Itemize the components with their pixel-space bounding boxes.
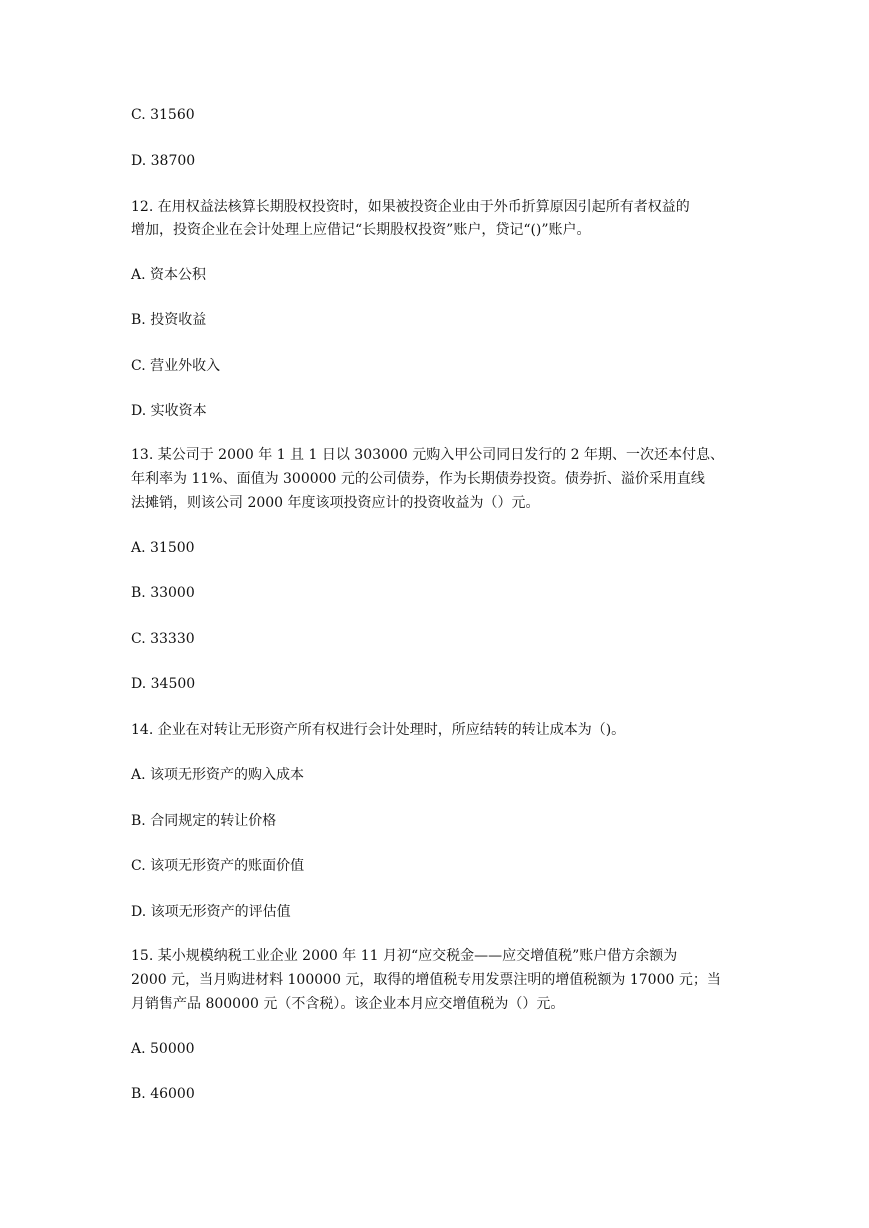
q11-option-d: D. 38700 [131, 153, 196, 169]
q15-stem-line-1: 15. 某小规模纳税工业企业 2000 年 11 月初“应交税金——应交增值税”账户借方余额为 [131, 948, 678, 964]
q12-stem-line-2: 增加，投资企业在会计处理上应借记“长期股权投资”账户，贷记“()”账户。 [131, 222, 591, 238]
q13-stem-line-1: 13. 某公司于 2000 年 1 且 1 日以 303000 元购入甲公司同日发行的 2 年期、一次还本付息、 [131, 447, 725, 463]
q12-option-c: C. 营业外收入 [131, 358, 221, 374]
q13-option-b: B. 33000 [131, 585, 195, 601]
q14-option-d: D. 该项无形资产的评估值 [131, 904, 291, 920]
q15-option-a: A. 50000 [131, 1041, 195, 1057]
q14-option-c: C. 该项无形资产的账面价值 [131, 858, 305, 874]
q12-option-a: A. 资本公积 [131, 267, 207, 283]
q13-option-d: D. 34500 [131, 676, 196, 692]
q14-stem: 14. 企业在对转让无形资产所有权进行会计处理时，所应结转的转让成本为（)。 [131, 722, 626, 738]
q14-option-a: A. 该项无形资产的购入成本 [131, 767, 305, 783]
q12-stem-line-1: 12. 在用权益法核算长期股权投资时，如果被投资企业由于外币折算原因引起所有者权益的 [131, 199, 690, 215]
q13-option-a: A. 31500 [131, 540, 195, 556]
q12-option-d: D. 实收资本 [131, 403, 207, 419]
q11-option-c: C. 31560 [131, 107, 195, 123]
q15-option-b: B. 46000 [131, 1086, 195, 1102]
q14-option-b: B. 合同规定的转让价格 [131, 813, 277, 829]
q15-stem-line-3: 月销售产品 800000 元（不含税）。该企业本月应交增值税为（）元。 [131, 996, 565, 1012]
q13-stem-line-3: 法摊销，则该公司 2000 年度该项投资应计的投资收益为（）元。 [131, 495, 540, 511]
q12-option-b: B. 投资收益 [131, 312, 207, 328]
q13-stem-line-2: 年利率为 11%、面值为 300000 元的公司债券，作为长期债券投资。债券折、溢价采用直线 [131, 471, 705, 487]
q13-option-c: C. 33330 [131, 631, 195, 647]
q15-stem-line-2: 2000 元，当月购进材料 100000 元，取得的增值税专用发票注明的增值税额为 17000 元；当 [131, 972, 721, 988]
